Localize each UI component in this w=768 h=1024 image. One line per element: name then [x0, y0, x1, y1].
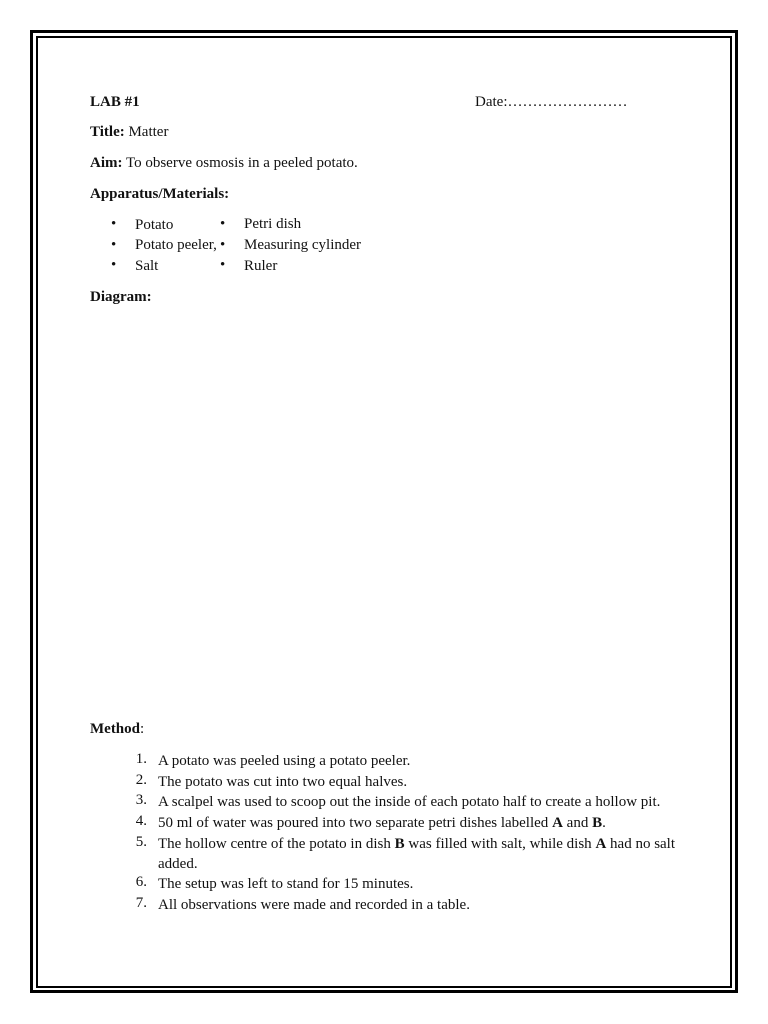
- step-text: The hollow centre of the potato in dish B was filled with salt, while dish A had no salt added.: [158, 836, 676, 872]
- step-text: The potato was cut into two equal halves.: [158, 774, 408, 790]
- step-number: 5.: [135, 834, 147, 850]
- lab-number: LAB #1: [90, 94, 140, 110]
- date-field: Date:……………………: [475, 94, 628, 110]
- title-line: [90, 124, 168, 141]
- diagram-heading: Diagram:: [90, 289, 152, 305]
- bullet-icon: •: [111, 257, 117, 273]
- title-label: Title:: [90, 124, 125, 140]
- aim-value: To observe osmosis in a peeled potato.: [125, 155, 358, 171]
- bullet-icon: •: [220, 237, 226, 253]
- step-text: All observations were made and recorded in a table.: [158, 897, 470, 913]
- list-item: Potato peeler,: [135, 237, 217, 253]
- list-item: Ruler: [244, 258, 278, 274]
- list-item: Measuring cylinder: [244, 237, 362, 253]
- step-number: 7.: [135, 895, 147, 911]
- step-text: A scalpel was used to scoop out the inside of each potato half to create a hollow pit.: [158, 794, 661, 810]
- title-value: Matter: [128, 124, 169, 140]
- list-item: Potato: [135, 217, 174, 233]
- step-text: The setup was left to stand for 15 minutes.: [158, 876, 414, 892]
- step-number: 1.: [135, 751, 147, 767]
- aim-label: Aim:: [90, 155, 123, 171]
- step-number: 6.: [135, 874, 147, 890]
- step-text: A potato was peeled using a potato peeler.: [158, 753, 411, 769]
- aim-line: [90, 155, 358, 172]
- bullet-icon: •: [111, 237, 117, 253]
- step-text: 50 ml of water was poured into two separate petri dishes labelled A and B.: [158, 815, 606, 831]
- step-number: 2.: [135, 772, 147, 788]
- bullet-icon: •: [220, 216, 226, 232]
- list-item: Salt: [135, 258, 159, 274]
- step-number: 3.: [135, 792, 147, 808]
- apparatus-heading: Apparatus/Materials:: [90, 186, 230, 202]
- list-item: Petri dish: [244, 216, 302, 232]
- bullet-icon: •: [220, 257, 226, 273]
- bullet-icon: •: [111, 216, 117, 232]
- step-number: 4.: [135, 813, 147, 829]
- method-heading: Method:: [90, 721, 145, 737]
